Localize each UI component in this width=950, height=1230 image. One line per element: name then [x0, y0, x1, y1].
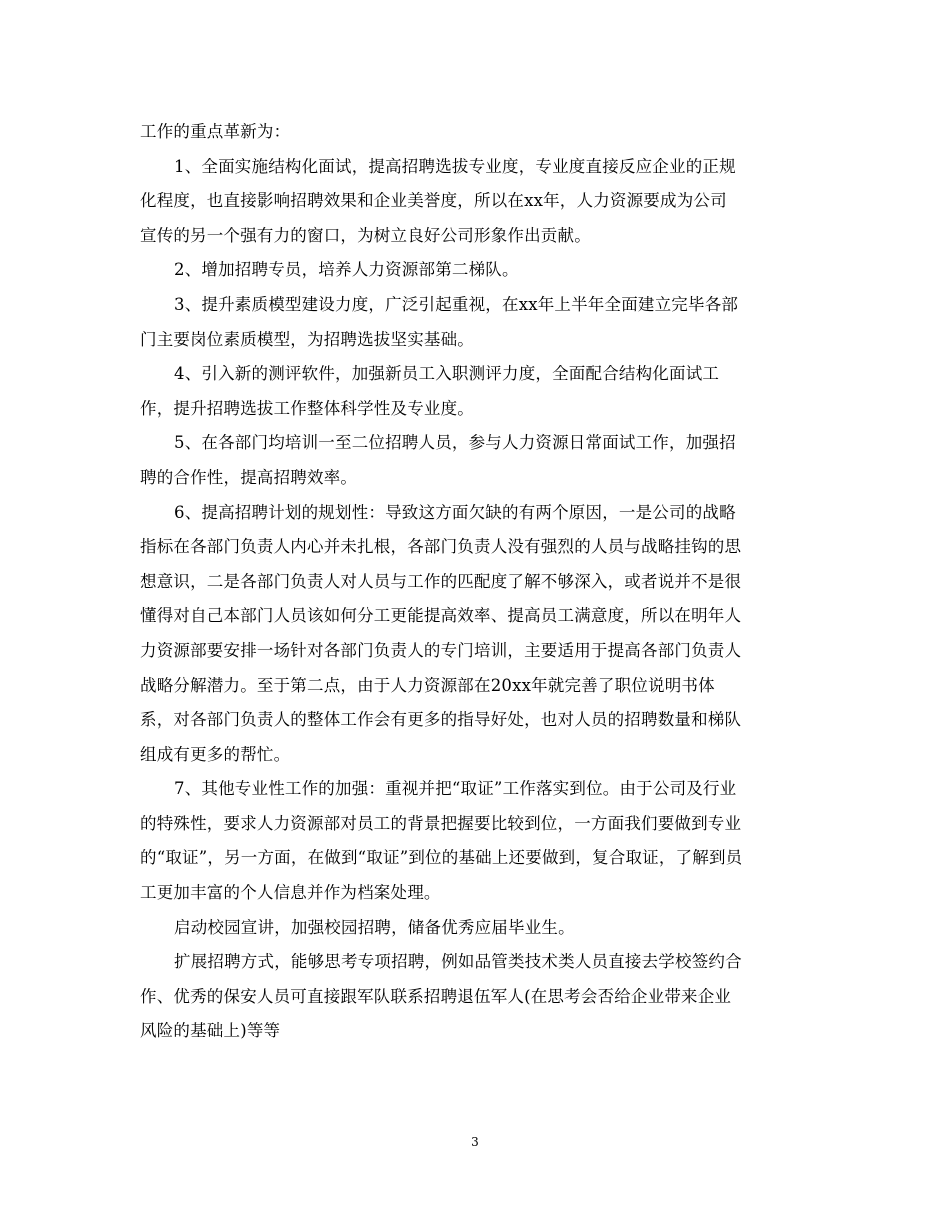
- text-line: 工更加丰富的个人信息并作为档案处理。: [140, 883, 441, 903]
- text-line: 工作的重点革新为：: [140, 122, 291, 141]
- text-line: 1、全面实施结构化面试，提高招聘选拔专业度，专业度直接反应企业的正规: [174, 156, 736, 176]
- page-number: 3: [471, 1135, 479, 1149]
- text-line: 组成有更多的帮忙。: [140, 744, 291, 764]
- text-line: 门主要岗位素质模型，为招聘选拔坚实基础。: [140, 329, 474, 349]
- text-line: 化程度，也直接影响招聘效果和企业美誉度，所以在xx年，人力资源要成为公司: [140, 191, 727, 211]
- text-line: 4、引入新的测评软件，加强新员工入职测评力度，全面配合结构化面试工: [174, 364, 720, 384]
- text-line: 的特殊性，要求人力资源部对员工的背景把握要比较到位，一方面我们要做到专业: [140, 813, 742, 833]
- text-line: 作，提升招聘选拔工作整体科学性及专业度。: [140, 398, 474, 418]
- text-line: 作、优秀的保安人员可直接跟军队联系招聘退伍军人(在思考会否给企业带来企业: [140, 986, 732, 1006]
- text-line: 3、提升素质模型建设力度，广泛引起重视，在xx年上半年全面建立完毕各部: [174, 294, 739, 314]
- text-line: 6、提高招聘计划的规划性：导致这方面欠缺的有两个原因，一是公司的战略: [174, 502, 736, 522]
- text-line: 7、其他专业性工作的加强：重视并把“取证”工作落实到位。由于公司及行业: [174, 779, 737, 799]
- text-line: 战略分解潜力。至于第二点，由于人力资源部在20xx年就完善了职位说明书体: [140, 675, 715, 695]
- text-line: 聘的合作性，提高招聘效率。: [140, 467, 358, 487]
- text-line: 懂得对自己本部门人员该如何分工更能提高效率、提高员工满意度，所以在明年人: [140, 606, 742, 626]
- text-line: 指标在各部门负责人内心并未扎根，各部门负责人没有强烈的人员与战略挂钩的思: [140, 537, 742, 557]
- text-line: 启动校园宣讲，加强校园招聘，储备优秀应届毕业生。: [174, 917, 575, 937]
- text-line: 想意识，二是各部门负责人对人员与工作的匹配度了解不够深入，或者说并不是很: [140, 571, 742, 591]
- text-line: 系，对各部门负责人的整体工作会有更多的指导好处，也对人员的招聘数量和梯队: [140, 710, 742, 730]
- text-line: 风险的基础上)等等: [140, 1021, 281, 1041]
- text-line: 5、在各部门均培训一至二位招聘人员，参与人力资源日常面试工作，加强招: [174, 433, 736, 453]
- text-line: 宣传的另一个强有力的窗口，为树立良好公司形象作出贡献。: [140, 225, 591, 245]
- text-line: 扩展招聘方式，能够思考专项招聘，例如品管类技术类人员直接去学校签约合: [174, 952, 742, 972]
- text-line: 的“取证”，另一方面，在做到“取证”到位的基础上还要做到，复合取证，了解到员: [140, 848, 743, 868]
- text-line: 力资源部要安排一场针对各部门负责人的专门培训，主要适用于提高各部门负责人: [140, 640, 742, 660]
- text-line: 2、增加招聘专员，培养人力资源部第二梯队。: [174, 260, 519, 280]
- body-text: [140, 115, 812, 1049]
